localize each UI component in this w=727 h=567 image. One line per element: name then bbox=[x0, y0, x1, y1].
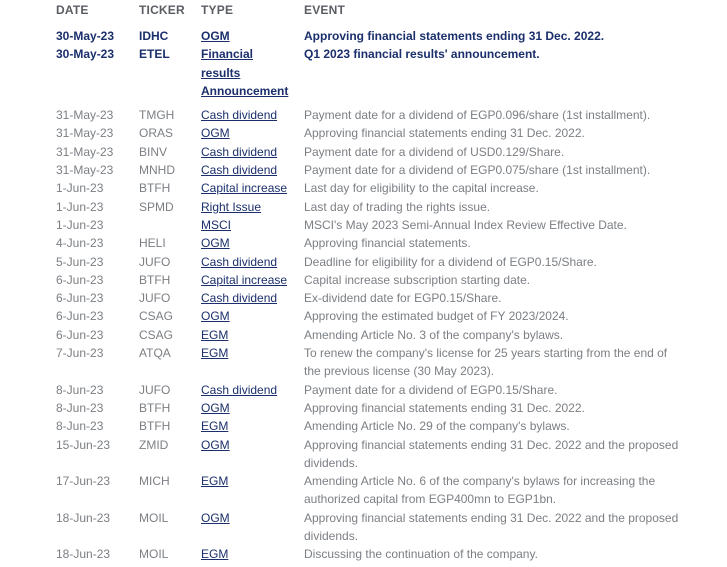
row-ticker: MOIL bbox=[139, 510, 169, 525]
row-type-link[interactable]: OGM bbox=[201, 29, 230, 43]
row-date: 5-Jun-23 bbox=[56, 254, 104, 269]
row-type-cell bbox=[201, 216, 293, 234]
row-type-cell bbox=[201, 234, 293, 252]
row-type-cell bbox=[201, 417, 293, 435]
row-event: Payment date for a dividend of EGP0.096/share (1st installment). bbox=[304, 108, 651, 123]
row-type-link[interactable]: EGM bbox=[201, 547, 229, 562]
row-ticker: ORAS bbox=[139, 126, 174, 141]
row-event: Approving financial statements. bbox=[304, 236, 471, 251]
table-row bbox=[0, 27, 727, 45]
row-ticker: CSAG bbox=[139, 327, 174, 342]
row-type-link[interactable]: Right Issue bbox=[201, 199, 262, 214]
row-type-cell bbox=[201, 271, 293, 289]
row-date: 7-Jun-23 bbox=[56, 346, 104, 361]
row-type-cell bbox=[201, 253, 293, 271]
row-date: 8-Jun-23 bbox=[56, 419, 104, 434]
row-type-cell bbox=[201, 124, 293, 142]
table-row bbox=[0, 234, 727, 252]
row-date: 6-Jun-23 bbox=[56, 327, 104, 342]
table-row bbox=[0, 253, 727, 271]
row-event: Amending Article No. 29 of the company's bylaws. bbox=[304, 419, 570, 434]
header-date: DATE bbox=[56, 3, 89, 17]
table-row bbox=[0, 307, 727, 325]
row-date: 15-Jun-23 bbox=[56, 437, 111, 452]
row-event: Payment date for a dividend of EGP0.075/share (1st installment). bbox=[304, 163, 651, 178]
row-event: Ex-dividend date for EGP0.15/Share. bbox=[304, 291, 502, 306]
row-type-cell bbox=[201, 399, 293, 417]
row-type-link[interactable]: OGM bbox=[201, 236, 230, 251]
table-row bbox=[0, 179, 727, 197]
table-row bbox=[0, 344, 727, 381]
row-type-link[interactable]: EGM bbox=[201, 346, 229, 361]
row-type-cell bbox=[201, 106, 293, 124]
row-ticker: JUFO bbox=[139, 382, 171, 397]
row-type-cell bbox=[201, 143, 293, 161]
row-date: 30-May-23 bbox=[56, 29, 115, 43]
table-row bbox=[0, 381, 727, 399]
row-type-link[interactable]: Cash dividend bbox=[201, 163, 278, 178]
row-date: 6-Jun-23 bbox=[56, 309, 104, 324]
table-header bbox=[0, 3, 727, 21]
row-type-link[interactable]: Cash dividend bbox=[201, 291, 278, 306]
row-ticker: ETEL bbox=[139, 47, 170, 62]
row-event: Last day for eligibility to the capital increase. bbox=[304, 181, 539, 196]
row-type-link[interactable]: Capital increase bbox=[201, 181, 288, 196]
table-row bbox=[0, 124, 727, 142]
table-row bbox=[0, 509, 727, 546]
row-type-cell bbox=[201, 344, 293, 362]
row-type-link[interactable]: Capital increase bbox=[201, 272, 288, 287]
row-type-link[interactable]: Cash dividend bbox=[201, 382, 278, 397]
table-row bbox=[0, 198, 727, 216]
row-type-link[interactable]: Cash dividend bbox=[201, 108, 278, 123]
table-row bbox=[0, 143, 727, 161]
table-row bbox=[0, 399, 727, 417]
row-type-cell bbox=[201, 161, 293, 179]
row-ticker: ZMID bbox=[139, 437, 169, 452]
row-type-cell bbox=[201, 289, 293, 307]
row-type-link[interactable]: EGM bbox=[201, 419, 229, 434]
row-type-link[interactable]: OGM bbox=[201, 437, 230, 452]
table-row bbox=[0, 106, 727, 124]
row-date: 1-Jun-23 bbox=[56, 199, 104, 214]
header-ticker: TICKER bbox=[139, 3, 185, 17]
row-ticker: BTFH bbox=[139, 400, 171, 415]
table-row bbox=[0, 326, 727, 344]
row-ticker: CSAG bbox=[139, 309, 174, 324]
row-event: Last day of trading the rights issue. bbox=[304, 199, 491, 214]
row-type-link[interactable]: OGM bbox=[201, 400, 230, 415]
row-date: 8-Jun-23 bbox=[56, 382, 104, 397]
row-type-cell bbox=[201, 436, 293, 454]
row-type-cell bbox=[201, 198, 293, 216]
row-date: 31-May-23 bbox=[56, 144, 114, 159]
row-date: 31-May-23 bbox=[56, 126, 114, 141]
row-date: 31-May-23 bbox=[56, 163, 114, 178]
row-type-cell bbox=[201, 509, 293, 527]
row-event: Discussing the continuation of the company. bbox=[304, 547, 538, 562]
row-event: Amending Article No. 6 of the company's bylaws for increasing the authorized capital from EGP400mn to EGP1bn. bbox=[304, 474, 656, 507]
header-event: EVENT bbox=[304, 3, 346, 17]
row-date: 18-Jun-23 bbox=[56, 547, 111, 562]
row-event: MSCI's May 2023 Semi-Annual Index Review Effective Date. bbox=[304, 217, 627, 232]
row-event: Payment date for a dividend of EGP0.15/Share. bbox=[304, 382, 558, 397]
row-ticker: ATQA bbox=[139, 346, 171, 361]
row-type-link[interactable]: OGM bbox=[201, 126, 230, 141]
row-type-cell bbox=[201, 27, 293, 45]
row-date: 6-Jun-23 bbox=[56, 291, 104, 306]
row-ticker: BTFH bbox=[139, 272, 171, 287]
row-ticker: BINV bbox=[139, 144, 168, 159]
row-event: Approving financial statements ending 31 Dec. 2022 and the proposed dividends. bbox=[304, 437, 679, 470]
header-type: TYPE bbox=[201, 3, 234, 17]
row-event: Capital increase subscription starting date. bbox=[304, 272, 531, 287]
row-type-link[interactable]: OGM bbox=[201, 510, 230, 525]
table-row bbox=[0, 436, 727, 473]
table-row bbox=[0, 545, 727, 563]
row-event: To renew the company's license for 25 years starting from the end of the previous license (30 May 2023). bbox=[304, 346, 668, 379]
row-date: 1-Jun-23 bbox=[56, 217, 104, 232]
row-event: Deadline for eligibility for a dividend of EGP0.15/Share. bbox=[304, 254, 597, 269]
row-event: Approving financial statements ending 31 Dec. 2022. bbox=[304, 126, 585, 141]
row-type-link[interactable]: OGM bbox=[201, 309, 230, 324]
row-event: Approving financial statements ending 31 Dec. 2022. bbox=[304, 400, 585, 415]
row-date: 6-Jun-23 bbox=[56, 272, 104, 287]
row-date: 1-Jun-23 bbox=[56, 181, 104, 196]
row-date: 4-Jun-23 bbox=[56, 236, 104, 251]
row-ticker: SPMD bbox=[139, 199, 174, 214]
table-row bbox=[0, 289, 727, 307]
row-type-link[interactable]: Financial results Announcement bbox=[201, 47, 289, 98]
table-row bbox=[0, 216, 727, 234]
row-ticker: IDHC bbox=[139, 29, 169, 43]
row-type-cell bbox=[201, 545, 293, 563]
table-row bbox=[0, 271, 727, 289]
row-event: Q1 2023 financial results' announcement. bbox=[304, 47, 540, 62]
row-type-cell bbox=[201, 45, 293, 100]
row-type-cell bbox=[201, 326, 293, 344]
row-event: Amending Article No. 3 of the company's bylaws. bbox=[304, 327, 564, 342]
table-row bbox=[0, 161, 727, 179]
row-ticker: TMGH bbox=[139, 108, 175, 123]
row-date: 8-Jun-23 bbox=[56, 400, 104, 415]
events-table bbox=[0, 27, 727, 564]
row-ticker: JUFO bbox=[139, 254, 171, 269]
row-type-link[interactable]: MSCI bbox=[201, 217, 231, 232]
row-event: Approving financial statements ending 31 Dec. 2022. bbox=[304, 29, 605, 43]
table-row bbox=[0, 45, 727, 106]
row-date: 31-May-23 bbox=[56, 108, 114, 123]
row-ticker: HELI bbox=[139, 236, 166, 251]
row-type-cell bbox=[201, 472, 293, 490]
row-event: Approving financial statements ending 31 Dec. 2022 and the proposed dividends. bbox=[304, 510, 679, 544]
table-row bbox=[0, 417, 727, 435]
row-ticker: JUFO bbox=[139, 291, 171, 306]
row-type-link[interactable]: Cash dividend bbox=[201, 144, 278, 159]
row-ticker: MOIL bbox=[139, 547, 169, 562]
row-type-cell bbox=[201, 307, 293, 325]
row-date: 18-Jun-23 bbox=[56, 510, 111, 525]
row-ticker: BTFH bbox=[139, 181, 171, 196]
row-ticker: MICH bbox=[139, 474, 170, 489]
row-date: 30-May-23 bbox=[56, 47, 115, 62]
row-type-link[interactable]: Cash dividend bbox=[201, 254, 278, 269]
row-ticker: MNHD bbox=[139, 163, 175, 178]
row-event: Payment date for a dividend of USD0.129/Share. bbox=[304, 144, 565, 159]
row-date: 17-Jun-23 bbox=[56, 474, 111, 489]
row-event: Approving the estimated budget of FY 2023/2024. bbox=[304, 309, 569, 324]
table-row bbox=[0, 472, 727, 509]
row-type-cell bbox=[201, 179, 293, 197]
row-type-cell bbox=[201, 381, 293, 399]
row-ticker: BTFH bbox=[139, 419, 171, 434]
row-type-link[interactable]: EGM bbox=[201, 474, 229, 489]
row-type-link[interactable]: EGM bbox=[201, 327, 229, 342]
